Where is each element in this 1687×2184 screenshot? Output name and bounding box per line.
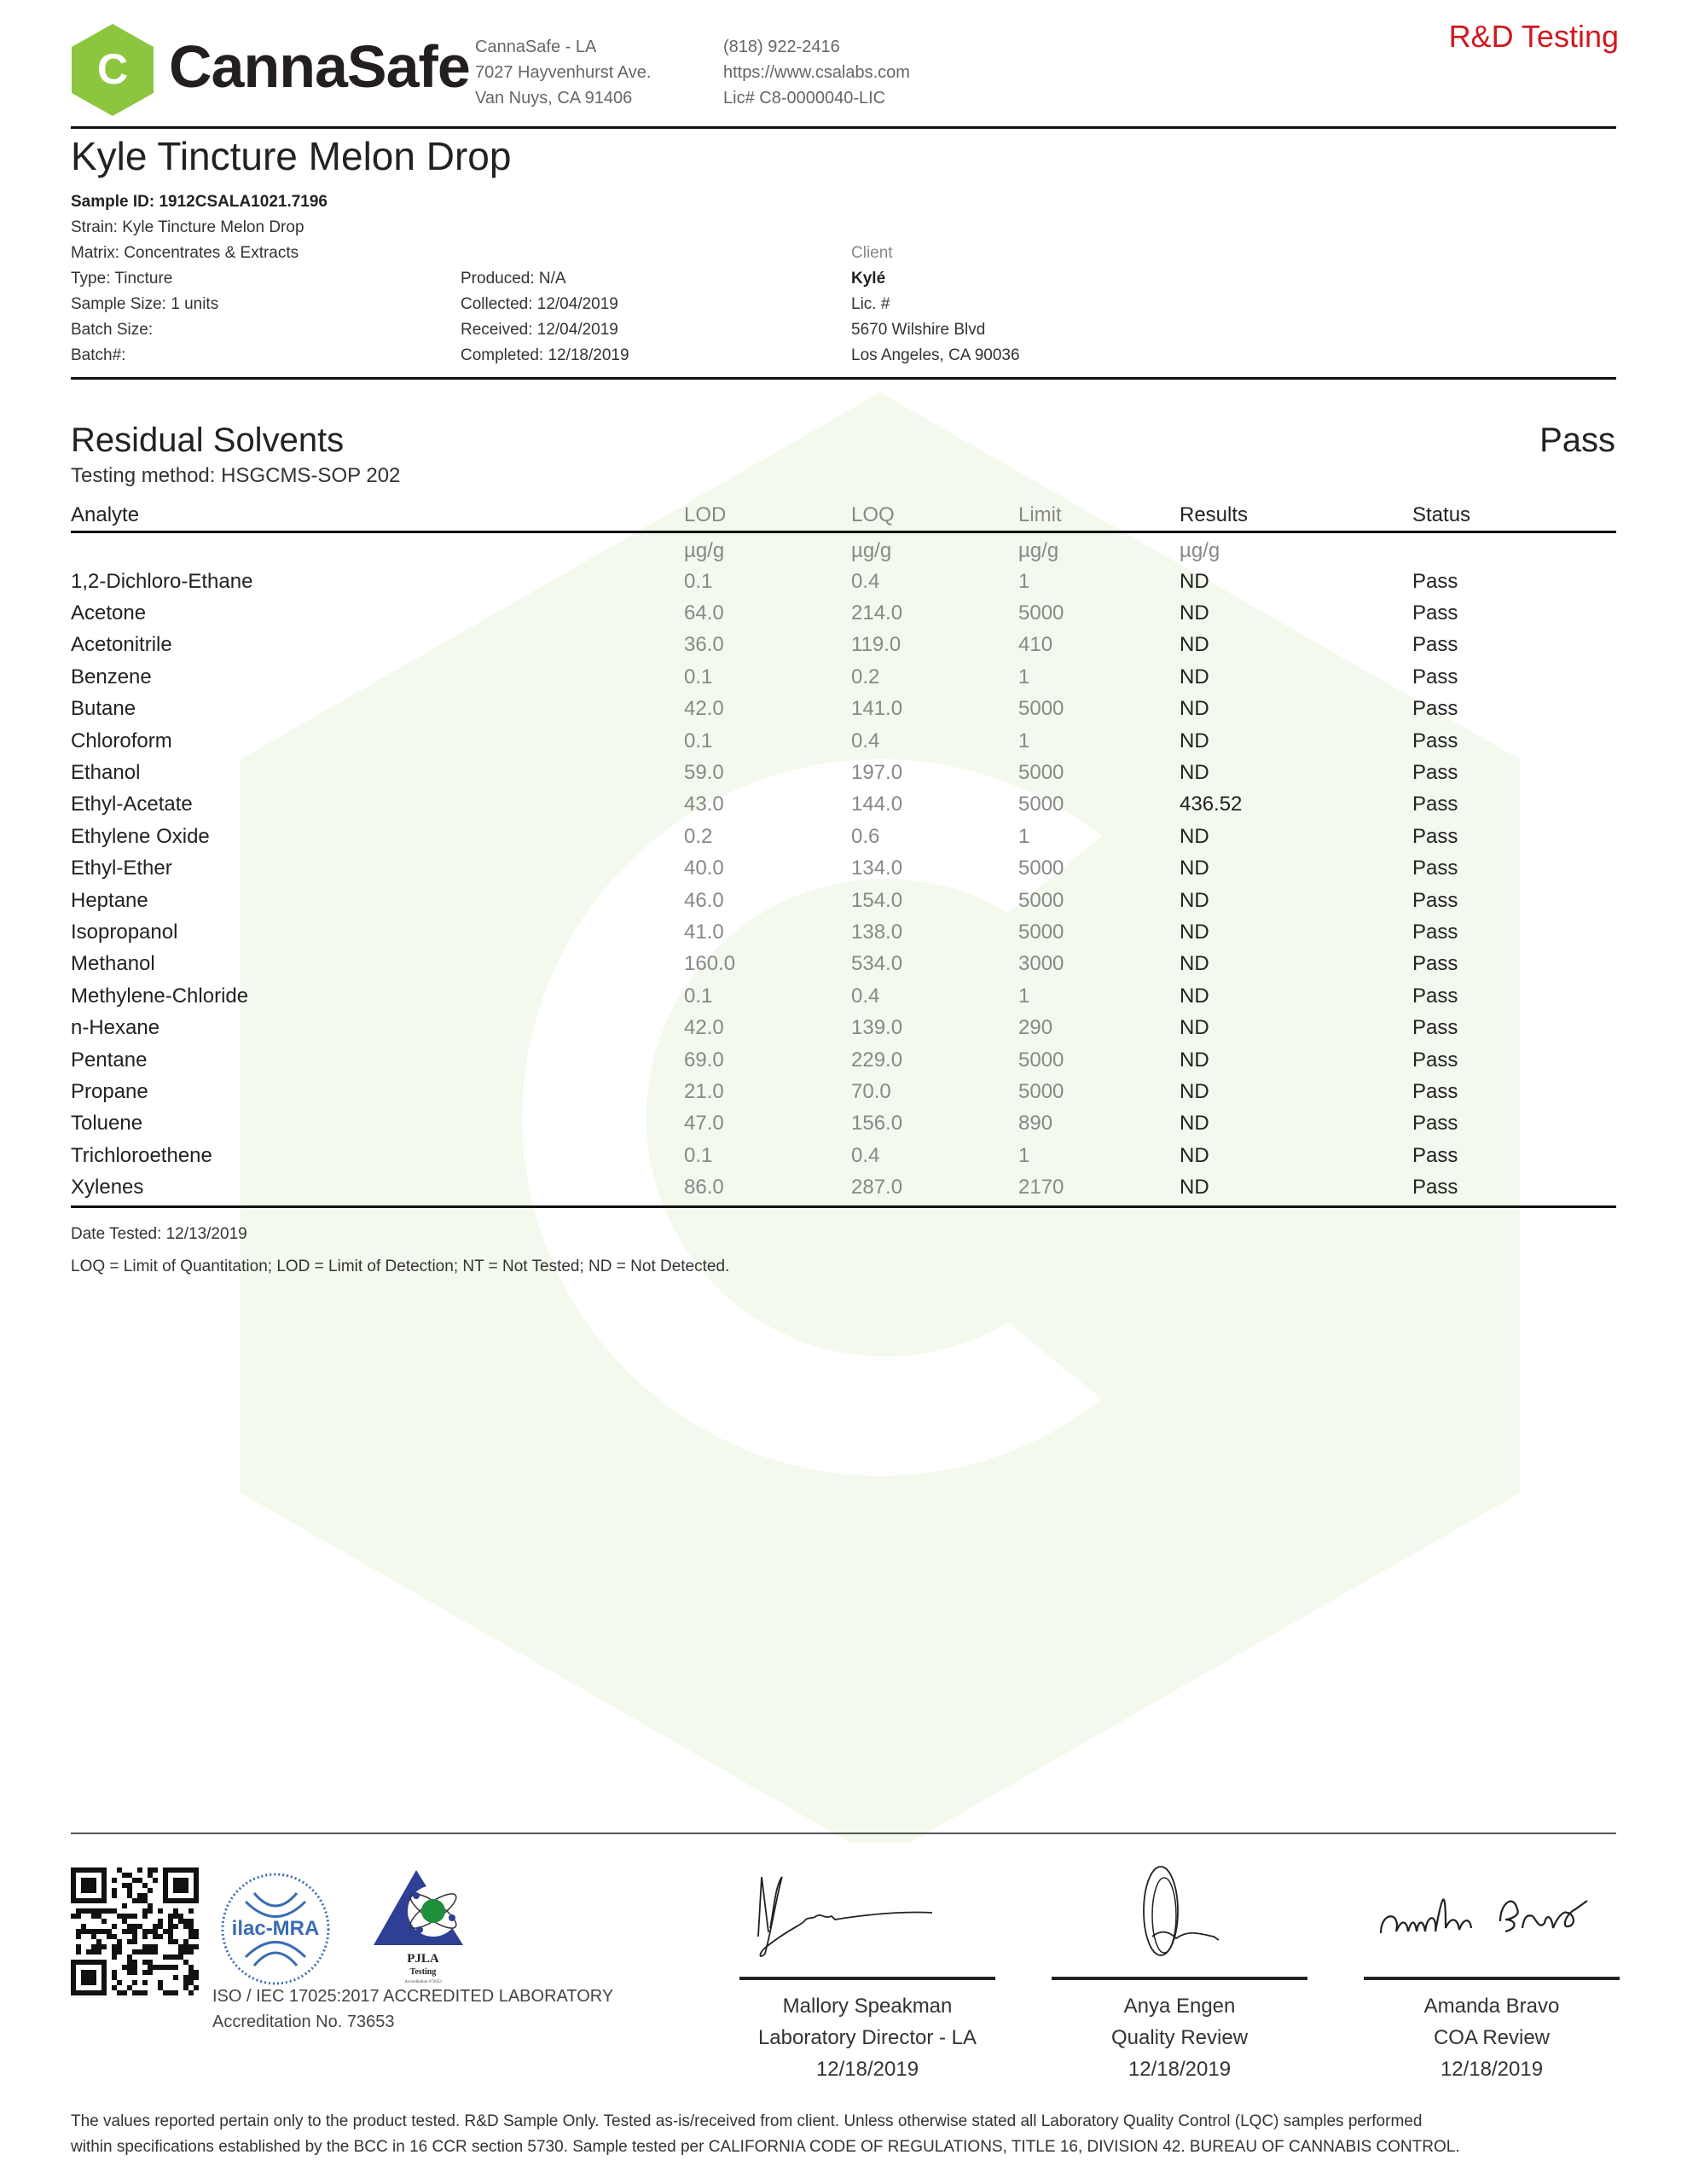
cell-limit: 5000 [1018,697,1064,721]
cell-loq: 139.0 [851,1016,903,1040]
cell-limit: 1 [1018,665,1030,688]
cell-loq: 0.2 [851,665,880,688]
sample-id: Sample ID: 1912CSALA1021.7196 [71,193,328,211]
table-row [71,1171,1616,1203]
col-analyte: Analyte [71,493,684,532]
ilac-mra-logo-icon [220,1872,331,1986]
unit-loq: µg/g [851,539,892,562]
cell-limit: 1 [1018,984,1030,1008]
unit-lod: µg/g [684,539,725,562]
cell-status: Pass [1412,569,1458,593]
table-header-row [71,493,1616,532]
cell-result: ND [1180,761,1209,785]
cell-result: ND [1180,857,1209,880]
cell-result: ND [1180,1048,1209,1072]
cell-limit: 5000 [1018,888,1064,912]
table-row [71,566,1616,597]
cell-analyte: Trichloroethene [71,1143,212,1167]
table-row [71,694,1616,725]
cell-lod: 64.0 [684,601,724,625]
lab-info [475,34,651,111]
cell-lod: 42.0 [684,697,724,721]
completed-date: Completed: 12/18/2019 [461,346,629,364]
sample-size: Sample Size: 1 units [71,295,219,313]
cell-status: Pass [1412,920,1458,944]
cell-analyte: Heptane [71,888,148,912]
contact-info [723,34,910,111]
table-row [71,949,1616,980]
table-row [71,1012,1616,1043]
cell-limit: 5000 [1018,761,1064,785]
col-lod: LOD [684,493,851,532]
cell-result: ND [1180,888,1209,912]
strain: Strain: Kyle Tincture Melon Drop [71,218,304,236]
cell-result: 436.52 [1180,793,1243,816]
header-divider [71,126,1616,129]
table-row [71,757,1616,788]
cell-lod: 59.0 [684,761,724,785]
cell-result: ND [1180,1143,1209,1167]
cell-lod: 42.0 [684,1016,724,1040]
units-row [71,532,1616,566]
client-license: Lic. # [851,295,890,313]
table-row [71,630,1616,661]
results-table [71,493,1616,1204]
cell-analyte: 1,2-Dichloro-Ethane [71,569,253,593]
table-row [71,789,1616,821]
cell-lod: 46.0 [684,888,724,912]
cell-loq: 287.0 [851,1176,903,1199]
cell-status: Pass [1412,1112,1458,1136]
cell-lod: 41.0 [684,920,724,944]
table-row [71,661,1616,693]
cell-limit: 290 [1018,1016,1053,1040]
table-row [71,597,1616,629]
cell-loq: 134.0 [851,857,903,880]
cell-analyte: Benzene [71,665,152,688]
received-date: Received: 12/04/2019 [461,321,618,339]
signature-line [1052,1977,1307,1980]
cell-analyte: Ethanol [71,761,141,785]
client-name: Kylé [851,270,886,288]
cell-analyte: Acetonitrile [71,633,172,657]
cell-limit: 5000 [1018,1079,1064,1103]
cell-limit: 3000 [1018,952,1064,976]
cell-status: Pass [1412,761,1458,785]
table-bottom-divider [71,1205,1616,1208]
cell-lod: 69.0 [684,1048,724,1072]
cell-result: ND [1180,1176,1209,1199]
cell-limit: 890 [1018,1112,1053,1136]
produced-date: Produced: N/A [461,270,566,288]
sample-info [71,189,328,369]
cell-status: Pass [1412,1079,1458,1103]
cell-result: ND [1180,984,1209,1008]
cell-limit: 5000 [1018,920,1064,944]
cell-analyte: Propane [71,1079,148,1103]
cell-loq: 119.0 [851,633,901,657]
accreditation-info [212,1984,613,2035]
signer-role: Quality Review [1110,2026,1249,2049]
cell-lod: 0.2 [684,824,713,848]
cell-analyte: Chloroform [71,729,172,752]
cell-limit: 5000 [1018,857,1064,880]
unit-limit: µg/g [1018,539,1059,562]
cell-analyte: Butane [71,697,136,721]
cell-result: ND [1180,920,1209,944]
cell-status: Pass [1412,1016,1458,1040]
signer-role: Laboratory Director - LA [757,2026,977,2049]
client-info [851,241,1020,369]
col-loq: LOQ [851,493,1018,532]
cell-status: Pass [1412,633,1458,657]
cell-loq: 154.0 [851,888,903,912]
table-row [71,853,1616,885]
svg-text:PJLA: PJLA [407,1952,439,1966]
cell-loq: 156.0 [851,1112,903,1136]
cell-lod: 47.0 [684,1112,724,1136]
cell-lod: 0.1 [684,665,713,688]
cell-limit: 5000 [1018,793,1064,816]
cell-lod: 0.1 [684,984,713,1008]
signature-2 [1052,1860,1307,1962]
cell-loq: 0.4 [851,729,880,752]
cell-lod: 21.0 [684,1079,724,1103]
cell-limit: 1 [1018,1143,1030,1167]
cell-status: Pass [1412,1048,1458,1072]
logo-wordmark: CannaSafe [169,33,470,100]
cell-loq: 214.0 [851,601,903,625]
cell-limit: 1 [1018,569,1030,593]
product-title: Kyle Tincture Melon Drop [71,134,512,178]
signature-1 [739,1860,995,1962]
testing-method: Testing method: HSGCMS-SOP 202 [71,464,401,487]
cell-loq: 534.0 [851,952,903,976]
signer-date: 12/18/2019 [1128,2058,1232,2081]
col-limit: Limit [1018,493,1180,532]
cell-status: Pass [1412,729,1458,752]
section-status: Pass [1539,421,1615,459]
signature-line [1364,1977,1620,1980]
signer-date: 12/18/2019 [1440,2058,1544,2081]
table-row [71,1108,1616,1140]
cell-status: Pass [1412,952,1458,976]
cell-status: Pass [1412,857,1458,880]
accreditation-number: Accreditation No. 73653 [212,2013,395,2031]
cell-limit: 1 [1018,729,1030,752]
signer-name: Anya Engen [1123,1995,1236,2018]
cell-loq: 0.4 [851,984,880,1008]
cell-analyte: Toluene [71,1112,143,1136]
qr-code-icon[interactable] [71,1867,199,1995]
lab-address-1: 7027 Hayvenhurst Ave. [475,63,652,82]
cell-loq: 70.0 [851,1079,891,1103]
cell-result: ND [1180,824,1209,848]
lab-phone: (818) 922-2416 [723,38,840,56]
abbreviations-note: LOQ = Limit of Quantitation; LOD = Limit of Detection; NT = Not Tested; ND = Not Detected. [71,1258,730,1275]
col-status: Status [1412,493,1616,532]
signature-block-2 [1052,1860,1307,2085]
cell-analyte: n-Hexane [71,1016,160,1040]
cell-limit: 410 [1018,633,1053,657]
table-row [71,1076,1616,1107]
cell-analyte: Ethyl-Acetate [71,793,193,816]
table-row [71,980,1616,1012]
lab-license: Lic# C8-0000040-LIC [723,89,886,107]
footer-divider [71,1833,1616,1834]
cell-result: ND [1180,729,1209,752]
cell-result: ND [1180,1079,1209,1103]
cell-limit: 5000 [1018,601,1064,625]
iso-statement: ISO / IEC 17025:2017 ACCREDITED LABORATORY [212,1987,614,2006]
table-row [71,885,1616,916]
col-results: Results [1180,493,1412,532]
cell-result: ND [1180,697,1209,721]
svg-text:ilac-MRA: ilac-MRA [231,1917,320,1940]
cell-result: ND [1180,952,1209,976]
cell-result: ND [1180,569,1209,593]
rd-testing-badge: R&D Testing [1448,19,1619,54]
cell-analyte: Methanol [71,952,155,976]
cell-status: Pass [1412,824,1458,848]
cell-status: Pass [1412,601,1458,625]
cell-loq: 0.6 [851,824,880,848]
cell-limit: 1 [1018,824,1030,848]
cell-result: ND [1180,633,1209,657]
disclaimer-line-1: The values reported pertain only to the product tested. R&D Sample Only. Tested as-is/received from client. Unless otherwise stated all Laboratory Quality Control (LQC) samples performed [71,2112,1423,2130]
svg-text:C: C [96,45,129,93]
unit-status [1412,532,1616,566]
svg-text:Testing: Testing [409,1967,437,1977]
signature-3 [1364,1860,1620,1962]
cell-lod: 0.1 [684,729,713,752]
matrix: Matrix: Concentrates & Extracts [71,244,299,262]
table-row [71,821,1616,852]
batch-number: Batch#: [71,346,126,364]
cell-loq: 144.0 [851,793,903,816]
cell-status: Pass [1412,697,1458,721]
lab-name: CannaSafe - LA [475,38,597,56]
pjla-logo-icon [374,1870,476,1986]
info-divider [71,377,1616,380]
cannasafe-logo-icon [72,24,154,116]
signer-name: Mallory Speakman [782,1995,953,2018]
cell-analyte: Isopropanol [71,920,178,944]
batch-size: Batch Size: [71,321,154,339]
table-row [71,725,1616,757]
cell-status: Pass [1412,1143,1458,1167]
signature-block-1 [739,1860,995,2085]
signature-block-3 [1364,1860,1620,2085]
cell-status: Pass [1412,793,1458,816]
client-address-2: Los Angeles, CA 90036 [851,346,1020,364]
cell-lod: 36.0 [684,633,724,657]
cell-limit: 5000 [1018,1048,1064,1072]
collected-date: Collected: 12/04/2019 [461,295,618,313]
cell-status: Pass [1412,888,1458,912]
cell-lod: 40.0 [684,857,724,880]
table-row [71,1044,1616,1076]
disclaimer-line-2: within specifications established by the BCC in 16 CCR section 5730. Sample tested per CALIFORNIA CODE OF REGULATIONS, TITLE 16, DIVISION 42. BUREAU OF CANNABIS CONTROL. [71,2138,1460,2156]
table-row [71,916,1616,948]
cell-lod: 86.0 [684,1176,724,1199]
svg-text:Accreditation #73653: Accreditation #73653 [404,1980,442,1984]
cell-lod: 0.1 [684,1143,713,1167]
cell-lod: 160.0 [684,952,736,976]
cell-status: Pass [1412,665,1458,688]
section-title: Residual Solvents [71,421,345,459]
unit-analyte [71,532,684,566]
cell-result: ND [1180,601,1209,625]
cell-loq: 138.0 [851,920,903,944]
lab-website[interactable]: https://www.csalabs.com [723,63,910,82]
signer-date: 12/18/2019 [815,2058,919,2081]
cell-loq: 0.4 [851,569,880,593]
cell-limit: 2170 [1018,1176,1064,1199]
cell-status: Pass [1412,1176,1458,1199]
client-address-1: 5670 Wilshire Blvd [851,321,986,339]
client-label: Client [851,244,893,262]
cell-result: ND [1180,1016,1209,1040]
cell-status: Pass [1412,984,1458,1008]
lab-address-2: Van Nuys, CA 91406 [475,89,633,107]
unit-results: µg/g [1180,539,1220,562]
cell-lod: 43.0 [684,793,724,816]
cell-lod: 0.1 [684,569,713,593]
cell-result: ND [1180,665,1209,688]
cell-loq: 141.0 [851,697,903,721]
cell-analyte: Methylene-Chloride [71,984,249,1008]
signer-role: COA Review [1433,2026,1551,2049]
signature-line [739,1977,995,1980]
table-row [71,1140,1616,1171]
cell-loq: 0.4 [851,1143,880,1167]
cell-analyte: Ethylene Oxide [71,824,210,848]
cell-result: ND [1180,1112,1209,1136]
dates-info [461,266,629,369]
disclaimer [71,2109,1623,2160]
cell-analyte: Xylenes [71,1176,144,1199]
date-tested: Date Tested: 12/13/2019 [71,1225,247,1243]
cell-analyte: Ethyl-Ether [71,857,172,880]
cell-analyte: Acetone [71,601,147,625]
cell-loq: 229.0 [851,1048,903,1072]
type: Type: Tincture [71,270,173,288]
cell-loq: 197.0 [851,761,903,785]
signer-name: Amanda Bravo [1423,1995,1560,2018]
cell-analyte: Pentane [71,1048,148,1072]
